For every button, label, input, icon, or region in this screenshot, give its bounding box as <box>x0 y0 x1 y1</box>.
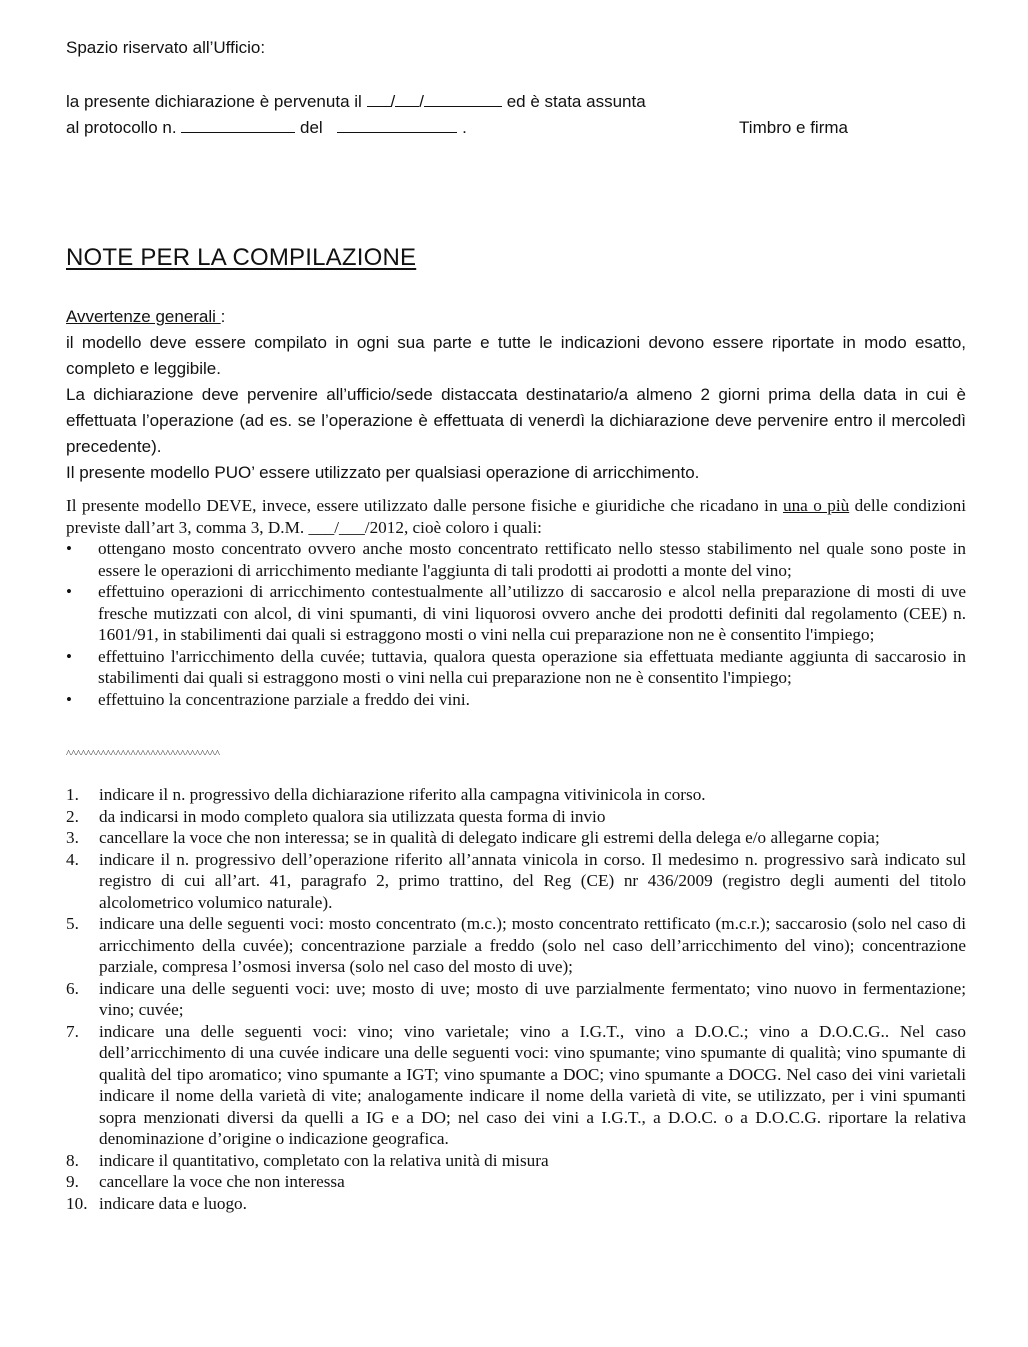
numbered-note-item <box>66 1021 966 1150</box>
received-date-label: la presente dichiarazione è pervenuta il <box>66 92 367 111</box>
note-text: indicare una delle seguenti voci: uve; mosto di uve; mosto di uve parzialmente fermentato; vino nuovo in fermentazione; vino; cuvée; <box>99 978 966 1019</box>
note-number: 8. <box>66 1150 79 1170</box>
condition-bullet-item: • ottengano mosto concentrato ovvero anche mosto concentrato rettificato nello stesso stabilimento nel quale sono poste in essere le operazioni di arricchimento mediante l'aggiunta di tali prodotti ai prodotti a monte del vino; <box>66 538 966 581</box>
numbered-note-item <box>66 978 966 1021</box>
note-number: 6. <box>66 978 79 998</box>
notes-title: NOTE PER LA COMPILAZIONE <box>66 244 417 271</box>
note-text: indicare una delle seguenti voci: vino; vino varietale; vino a I.G.T., vino a D.O.C.; vino a D.O.C.G.. Nel caso dell’arricchimento di una cuvée indicare una delle seguenti voci: vino spumante; vino spumante di qualità; vino spumante di qualità del tipo aromatico; vino spumante a IGT; vino spumante a DOC; vino spumante a DOCG. Nel caso dei vini varietali indicare il nome della varietà di vite; analogamente indicare il nome della varietà di vite, se utilizzato, per i vini spumanti sopra menzionati diversi da quelli a IG e a DO; nel caso dei vini a I.G.T., a D.O.C. o a D.O.C.G. riportare la relativa denominazione d’origine o indicazione geografica. <box>99 1021 966 1148</box>
caret-separator: ^^^^^^^^^^^^^^^^^^^^^^^^^^^^^^^ <box>66 748 220 760</box>
intro-text: delle condizioni previste dall’art 3, comma 3, D.M. ___/___/2012, cioè coloro i quali: <box>66 496 966 537</box>
condition-bullet-item: • effettuino l'arricchimento della cuvée; tuttavia, qualora questa operazione sia effettuata mediante aggiunta di saccarosio in stabilimenti dai quali si estraggono mosti o vini nella cui preparazione non ne è consentito l'impiego; <box>66 646 966 689</box>
mandatory-use-intro <box>66 495 966 538</box>
intro-text: Il presente modello DEVE, invece, essere utilizzato dalle persone fisiche e giuridiche che ricadano in <box>66 496 783 515</box>
general-paragraph: il modello deve essere compilato in ogni sua parte e tutte le indicazioni devono essere riportate in modo esatto, completo e leggibile. <box>66 333 966 378</box>
date-separator: / <box>390 92 396 111</box>
note-text: cancellare la voce che non interessa; se in qualità di delegato indicare gli estremi della delega e/o allegarne copia; <box>99 828 880 847</box>
numbered-note-item <box>66 784 966 806</box>
note-text: da indicarsi in modo completo qualora sia utilizzata questa forma di invio <box>99 806 606 826</box>
condition-bullet-item: • effettuino la concentrazione parziale a freddo dei vini. <box>66 689 966 711</box>
intro-underlined-text: una o più <box>782 496 850 515</box>
numbered-notes-list <box>66 784 966 1214</box>
note-text: cancellare la voce che non interessa <box>99 1172 345 1191</box>
protocol-del-label: del <box>295 118 328 137</box>
received-day-field[interactable] <box>367 92 391 107</box>
numbered-note-item <box>66 827 966 849</box>
protocol-number-field[interactable] <box>181 118 295 133</box>
received-date-line <box>66 92 646 112</box>
protocol-line <box>66 118 848 138</box>
note-number: 5. <box>66 914 79 933</box>
office-reserved-title: Spazio riservato all’Ufficio: <box>66 38 266 57</box>
mandatory-use-section <box>66 495 966 710</box>
note-number: 10. <box>66 1193 88 1213</box>
note-text: indicare una delle seguenti voci: mosto concentrato (m.c.); mosto concentrato rettificato (m.c.r.); saccarosio (solo nel caso di arricchimento della cuvée); concentrazione parziale a freddo (solo nel caso dell’arricchimento del vino); concentrazione parziale, compresa l’osmosi inversa (solo nel caso del mosto di uve); <box>99 914 966 976</box>
general-warnings-heading: Avvertenze generali <box>66 307 221 326</box>
note-text: indicare il n. progressivo dell’operazione riferito all’annata vinicola in corso. Il medesimo n. progressivo sarà indicato sul registro di cui all’art. 41, paragrafo 2, primo trattino, del Reg (CE) nr 436/2009 (registro degli aumenti del titolo alcolometrico volumico naturale). <box>99 849 966 912</box>
note-number: 7. <box>66 1021 79 1041</box>
conditions-list <box>66 538 966 710</box>
note-number: 1. <box>66 785 79 804</box>
stamp-signature-label: Timbro e firma <box>739 118 848 137</box>
numbered-note-item <box>66 1150 966 1172</box>
numbered-note-item <box>66 1171 966 1193</box>
general-paragraph: Il presente modello PUO’ essere utilizzato per qualsiasi operazione di arricchimento. <box>66 463 700 482</box>
note-number: 2. <box>66 806 79 826</box>
protocol-date-field[interactable] <box>337 118 457 133</box>
note-text: indicare il n. progressivo della dichiarazione riferito alla campagna vitivinicola in corso. <box>99 785 706 804</box>
condition-bullet-item: • effettuino operazioni di arricchimento contestualmente all’utilizzo di saccarosio e alcol nella preparazione di mosti di uve fresche mutizzati con alcol, di vini spumanti, di vini liquorosi ovvero anche dei prodotti definiti dal regolamento (CEE) n. 1601/91, in stabilimenti dai quali si estraggono mosti o vini nella cui preparazione non ne è consentito l'impiego; <box>66 581 966 646</box>
general-warnings-colon: : <box>220 307 226 326</box>
numbered-note-item <box>66 806 966 828</box>
note-text: indicare data e luogo. <box>99 1193 247 1213</box>
protocol-label: al protocollo n. <box>66 118 182 137</box>
received-year-field[interactable] <box>424 92 502 107</box>
date-separator: / <box>419 92 424 111</box>
note-number: 3. <box>66 828 79 847</box>
numbered-note-item <box>66 849 966 914</box>
received-month-field[interactable] <box>395 92 419 107</box>
numbered-note-item <box>66 913 966 978</box>
general-warnings <box>66 304 966 486</box>
protocol-end: . <box>457 118 467 137</box>
note-text: indicare il quantitativo, completato con la relativa unità di misura <box>99 1150 549 1170</box>
note-number: 4. <box>66 849 79 869</box>
note-number: 9. <box>66 1172 79 1191</box>
received-date-suffix: ed è stata assunta <box>502 92 646 111</box>
general-paragraph: La dichiarazione deve pervenire all’ufficio/sede distaccata destinatario/a almeno 2 giorni prima della data in cui è effettuata l’operazione (ad es. se l’operazione è effettuata di venerdì la dichiarazione deve pervenire entro il mercoledì precedente). <box>66 385 966 456</box>
numbered-note-item <box>66 1193 966 1215</box>
